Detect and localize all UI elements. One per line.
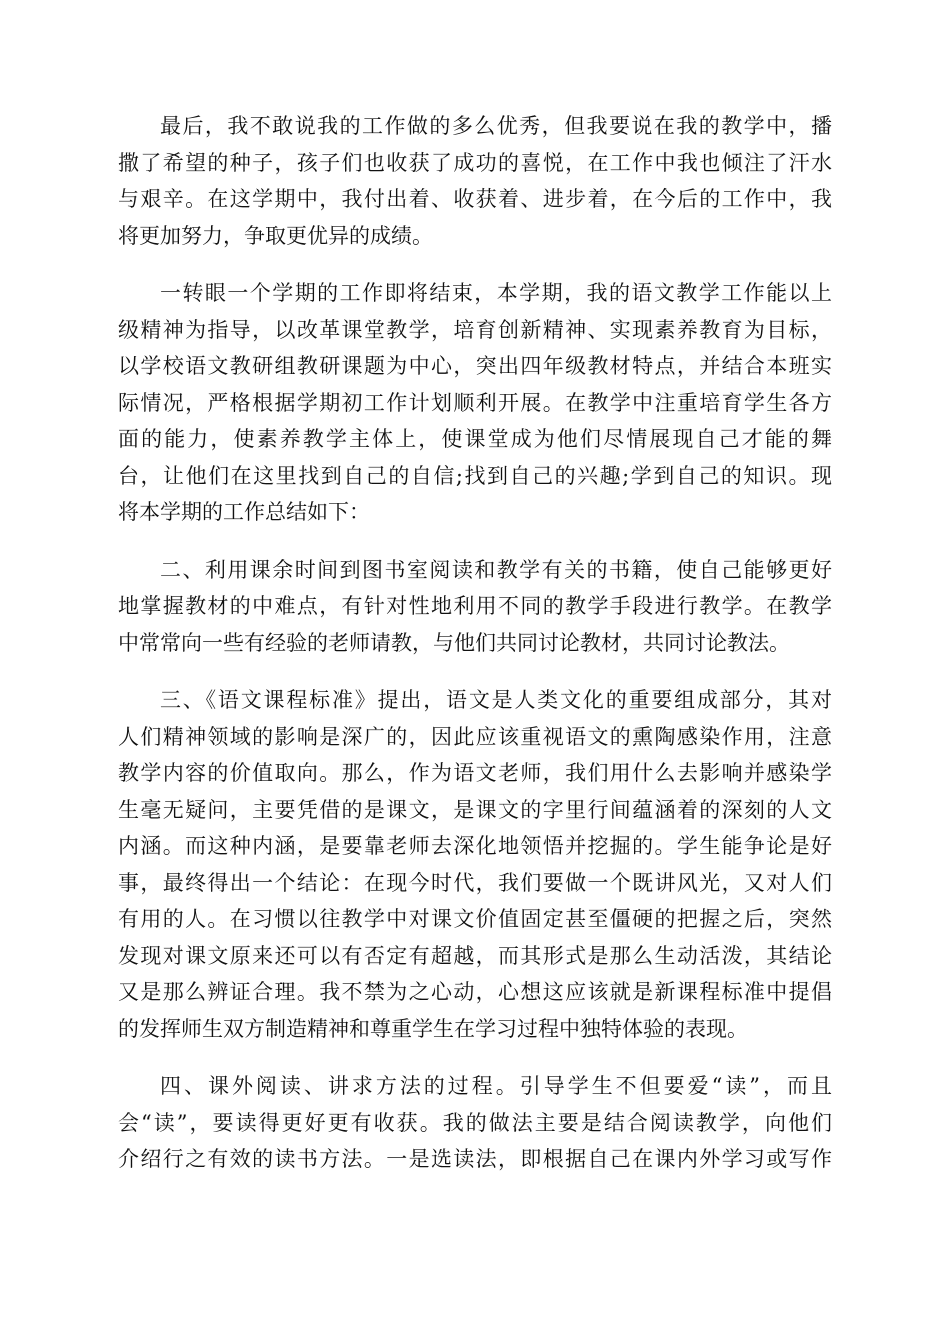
text-line: 最后，我不敢说我的工作做的多么优秀，但我要说在我的教学中，播 (160, 114, 832, 138)
paragraph-5 (118, 1068, 832, 1178)
text-line: 人们精神领域的影响是深广的，因此应该重视语文的熏陶感染作用，注意 (118, 724, 832, 749)
text-line: 以学校语文教研组教研课题为中心，突出四年级教材特点，并结合本班实 (118, 354, 832, 378)
text-line: 的发挥师生双方制造精神和尊重学生在学习过程中独特体验的表现。 (118, 1016, 748, 1041)
paragraph-1 (118, 108, 832, 254)
text-line: 与艰辛。在这学期中，我付出着、收获着、进步着，在今后的工作中，我 (118, 187, 832, 211)
text-line: 级精神为指导，以改革课堂教学，培育创新精神、实现素养教育为目标， (118, 317, 832, 342)
text-line: 内涵。而这种内涵，是要靠老师去深化地领悟并挖掘的。学生能争论是好 (118, 834, 832, 858)
text-line: 有用的人。在习惯以往教学中对课文价值固定甚至僵硬的把握之后，突然 (118, 907, 832, 931)
text-line: 台，让他们在这里找到自己的自信;找到自己的兴趣;学到自己的知识。现 (118, 463, 832, 488)
text-line: 地掌握教材的中难点，有针对性地利用不同的教学手段进行教学。在教学 (118, 594, 832, 618)
text-line: 面的能力，使素养教学主体上，使课堂成为他们尽情展现自己才能的舞 (118, 427, 832, 451)
text-line: 教学内容的价值取向。那么，作为语文老师，我们用什么去影响并感染学 (118, 761, 832, 785)
text-line: 将更加努力，争取更优异的成绩。 (118, 223, 433, 248)
document-page (118, 108, 832, 1199)
text-line: 一转眼一个学期的工作即将结束，本学期，我的语文教学工作能以上 (160, 281, 832, 305)
text-line: 又是那么辨证合理。我不禁为之心动，心想这应该就是新课程标准中提倡 (118, 980, 832, 1004)
text-line: 介绍行之有效的读书方法。一是选读法，即根据自己在课内外学习或写作 (118, 1147, 832, 1171)
text-line: 撒了希望的种子，孩子们也收获了成功的喜悦，在工作中我也倾注了汗水 (118, 150, 832, 175)
text-line: 将本学期的工作总结如下： (118, 500, 370, 524)
text-line: 三、《语文课程标准》提出，语文是人类文化的重要组成部分，其对 (160, 688, 832, 712)
text-line: 二、利用课余时间到图书室阅读和教学有关的书籍，使自己能够更好 (160, 557, 832, 582)
paragraph-3 (118, 552, 832, 662)
text-line: 事，最终得出一个结论：在现今时代，我们要做一个既讲风光，又对人们 (118, 870, 832, 895)
text-line: 会“读”，要读得更好更有收获。我的做法主要是结合阅读教学，向他们 (118, 1110, 832, 1135)
text-line: 发现对课文原来还可以有否定有超越，而其形式是那么生动活泼，其结论 (118, 943, 832, 968)
text-line: 四、课外阅读、讲求方法的过程。引导学生不但要爱“读”，而且 (160, 1074, 832, 1098)
text-line: 际情况，严格根据学期初工作计划顺利开展。在教学中注重培育学生各方 (118, 390, 832, 415)
paragraph-4 (118, 682, 832, 1047)
paragraph-2 (118, 275, 832, 531)
text-line: 中常常向一些有经验的老师请教，与他们共同讨论教材，共同讨论教法。 (118, 630, 790, 655)
text-line: 生毫无疑问，主要凭借的是课文，是课文的字里行间蕴涵着的深刻的人文 (118, 797, 832, 822)
